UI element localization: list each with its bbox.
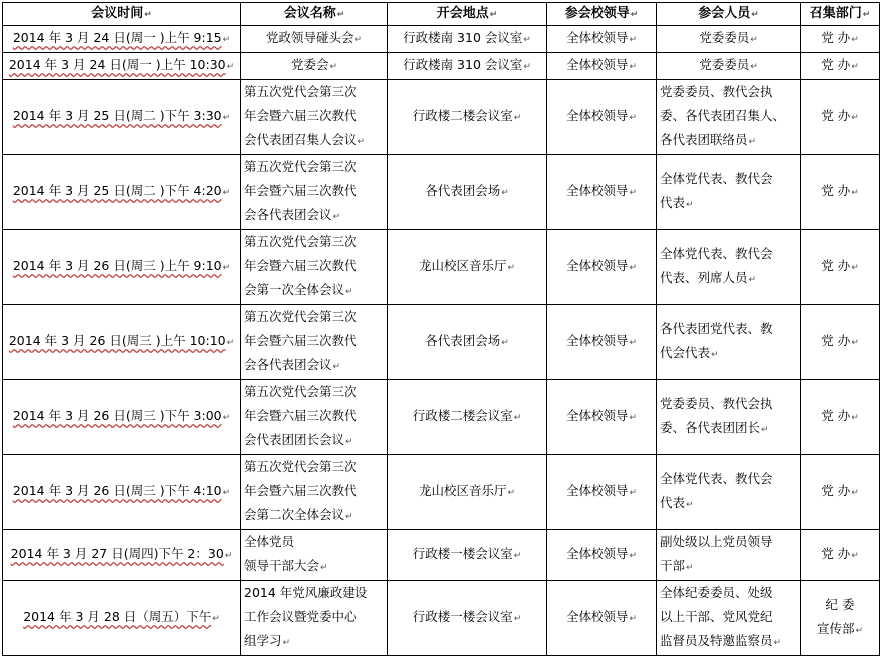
meeting-attendees-line: 代表、列席人员 — [660, 270, 748, 285]
meeting-leaders-text: 全体校领导 — [565, 258, 629, 273]
header-place: 开会地点↵ — [388, 3, 547, 26]
header-name: 会议名称↵ — [241, 3, 388, 26]
meeting-place-text: 行政楼南 310 会议室 — [403, 57, 523, 72]
meeting-dept: 党 办↵ — [801, 155, 880, 230]
meeting-schedule-table — [2, 2, 880, 656]
table-row — [3, 26, 880, 53]
schedule-table-wrapper — [2, 2, 879, 656]
meeting-name-line: 会第一次全体会议 — [244, 282, 345, 297]
header-row — [3, 3, 880, 26]
meeting-attendees: 党委委员、教代会执 委、各代表团召集人、 各代表团联络员↵ — [657, 80, 801, 155]
meeting-dept-line: 党 办 — [821, 333, 851, 348]
meeting-leaders-text: 全体校领导 — [565, 108, 629, 123]
meeting-name-line: 第五次党代会第三次 — [244, 234, 357, 249]
meeting-leaders-text: 全体校领导 — [565, 57, 629, 72]
meeting-place: 行政楼南 310 会议室↵ — [388, 26, 547, 53]
meeting-attendees-line: 代表 — [660, 195, 686, 210]
meeting-dept-line: 党 办 — [821, 30, 851, 45]
meeting-dept-line: 党 办 — [821, 183, 851, 198]
meeting-place: 行政楼南 310 会议室↵ — [388, 53, 547, 80]
meeting-attendees-line: 党委委员 — [699, 30, 750, 45]
meeting-attendees-line: 委、各代表团召集人、 — [660, 108, 786, 123]
meeting-dept: 党 办↵ — [801, 230, 880, 305]
meeting-name-line: 领导干部大会 — [244, 558, 320, 573]
meeting-leaders: 全体校领导↵ — [547, 230, 657, 305]
meeting-attendees-line: 委、各代表团团长 — [660, 420, 761, 435]
meeting-attendees: 全体纪委委员、处级 以上干部、党风党纪 监督员及特邀监察员↵ — [657, 581, 801, 656]
meeting-place: 各代表团会场↵ — [388, 305, 547, 380]
table-row — [3, 230, 880, 305]
meeting-attendees: 副处级以上党员领导 干部↵ — [657, 530, 801, 581]
meeting-name: 第五次党代会第三次 年会暨六届三次教代 会各代表团会议↵ — [241, 305, 388, 380]
meeting-name-line: 年会暨六届三次教代 — [244, 483, 357, 498]
meeting-place-text: 各代表团会场 — [425, 333, 501, 348]
meeting-dept: 党 办↵ — [801, 530, 880, 581]
meeting-leaders-text: 全体校领导 — [565, 333, 629, 348]
meeting-name: 第五次党代会第三次 年会暨六届三次教代 会代表团团长会议↵ — [241, 380, 388, 455]
meeting-time: 2014 年 3 月 25 日(周二 )下午 4:20↵ — [3, 155, 241, 230]
table-row — [3, 455, 880, 530]
meeting-time: 2014 年 3 月 24 日(周一 )上午 10:30↵ — [3, 53, 241, 80]
table-row — [3, 581, 880, 656]
meeting-time: 2014 年 3 月 27 日(周四)下午 2：30↵ — [3, 530, 241, 581]
meeting-name-line: 组学习 — [244, 633, 282, 648]
header-time: 会议时间↵ — [3, 3, 241, 26]
header-dept: 召集部门↵ — [801, 3, 880, 26]
meeting-time-text: 2014 年 3 月 24 日(周一 )上午 10:30 — [8, 57, 226, 72]
meeting-name-line: 年会暨六届三次教代 — [244, 183, 357, 198]
meeting-name: 党政领导碰头会↵ — [241, 26, 388, 53]
meeting-name-line: 年会暨六届三次教代 — [244, 108, 357, 123]
meeting-name-line: 党政领导碰头会 — [265, 30, 354, 45]
meeting-dept: 党 办↵ — [801, 305, 880, 380]
table-row — [3, 305, 880, 380]
meeting-attendees-line: 党委委员 — [699, 57, 750, 72]
meeting-attendees-line: 各代表团联络员 — [660, 132, 748, 147]
meeting-place-text: 行政楼一楼会议室 — [412, 546, 513, 561]
meeting-attendees: 全体党代表、教代会 代表↵ — [657, 455, 801, 530]
meeting-leaders: 全体校领导↵ — [547, 155, 657, 230]
meeting-name-line: 年会暨六届三次教代 — [244, 408, 357, 423]
meeting-dept-line: 党 办 — [821, 57, 851, 72]
meeting-name-line: 年会暨六届三次教代 — [244, 333, 357, 348]
meeting-dept-line: 党 办 — [821, 546, 851, 561]
meeting-time-text: 2014 年 3 月 26 日(周三 )下午 3:00 — [12, 408, 222, 423]
meeting-leaders: 全体校领导↵ — [547, 26, 657, 53]
meeting-name-line: 会各代表团会议 — [244, 357, 332, 372]
meeting-leaders-text: 全体校领导 — [565, 30, 629, 45]
meeting-leaders: 全体校领导↵ — [547, 380, 657, 455]
meeting-attendees: 党委委员↵ — [657, 53, 801, 80]
meeting-place: 行政楼二楼会议室↵ — [388, 380, 547, 455]
meeting-attendees-line: 全体党代表、教代会 — [660, 246, 773, 261]
meeting-dept-line: 宣传部 — [816, 621, 855, 636]
meeting-attendees-line: 党委委员、教代会执 — [660, 396, 773, 411]
meeting-name: 第五次党代会第三次 年会暨六届三次教代 会各代表团会议↵ — [241, 155, 388, 230]
meeting-time: 2014 年 3 月 26 日(周三 )上午 10:10↵ — [3, 305, 241, 380]
meeting-dept-line: 党 办 — [821, 258, 851, 273]
meeting-leaders: 全体校领导↵ — [547, 530, 657, 581]
meeting-time-text: 2014 年 3 月 28 日（周五）下午 — [23, 609, 212, 624]
meeting-time-text: 2014 年 3 月 24 日(周一 )上午 9:15 — [12, 30, 222, 45]
meeting-leaders-text: 全体校领导 — [565, 546, 629, 561]
meeting-dept: 党 办↵ — [801, 380, 880, 455]
meeting-attendees-line: 代会代表 — [660, 345, 711, 360]
meeting-dept-line: 纪 委 — [825, 597, 855, 612]
meeting-time-text: 2014 年 3 月 26 日(周三 )下午 4:10 — [12, 483, 222, 498]
meeting-name-line: 年会暨六届三次教代 — [244, 258, 357, 273]
meeting-time-text: 2014 年 3 月 26 日(周三 )上午 10:10 — [8, 333, 226, 348]
meeting-attendees-line: 全体党代表、教代会 — [660, 171, 773, 186]
meeting-attendees: 全体党代表、教代会 代表↵ — [657, 155, 801, 230]
meeting-place-text: 行政楼南 310 会议室 — [403, 30, 523, 45]
meeting-attendees-line: 以上干部、党风党纪 — [660, 609, 773, 624]
meeting-place-text: 行政楼二楼会议室 — [412, 408, 513, 423]
meeting-dept-line: 党 办 — [821, 108, 851, 123]
meeting-name-line: 第五次党代会第三次 — [244, 459, 357, 474]
meeting-place: 行政楼二楼会议室↵ — [388, 80, 547, 155]
meeting-leaders-text: 全体校领导 — [565, 183, 629, 198]
meeting-name-line: 党委会 — [290, 57, 329, 72]
table-row — [3, 155, 880, 230]
meeting-name: 2014 年党风廉政建设 工作会议暨党委中心 组学习↵ — [241, 581, 388, 656]
meeting-time: 2014 年 3 月 26 日(周三 )上午 9:10↵ — [3, 230, 241, 305]
meeting-dept: 党 办↵ — [801, 455, 880, 530]
meeting-place: 龙山校区音乐厅↵ — [388, 230, 547, 305]
meeting-name-line: 会代表团召集人会议 — [244, 132, 357, 147]
meeting-name-line: 会第二次全体会议 — [244, 507, 345, 522]
meeting-leaders-text: 全体校领导 — [565, 408, 629, 423]
meeting-place: 各代表团会场↵ — [388, 155, 547, 230]
meeting-attendees: 党委委员、教代会执 委、各代表团团长↵ — [657, 380, 801, 455]
meeting-name-line: 会代表团团长会议 — [244, 432, 345, 447]
meeting-attendees: 党委委员↵ — [657, 26, 801, 53]
meeting-name-line: 2014 年党风廉政建设 — [244, 585, 368, 600]
meeting-time: 2014 年 3 月 25 日(周二 )下午 3:30↵ — [3, 80, 241, 155]
meeting-time-text: 2014 年 3 月 26 日(周三 )上午 9:10 — [12, 258, 222, 273]
meeting-dept: 党 办↵ — [801, 80, 880, 155]
meeting-attendees-line: 代表 — [660, 495, 686, 510]
meeting-name: 党委会↵ — [241, 53, 388, 80]
meeting-attendees-line: 全体纪委委员、处级 — [660, 585, 773, 600]
meeting-leaders: 全体校领导↵ — [547, 53, 657, 80]
header-attendees: 参会人员↵ — [657, 3, 801, 26]
meeting-name-line: 全体党员 — [244, 534, 295, 549]
meeting-name-line: 第五次党代会第三次 — [244, 309, 357, 324]
meeting-dept-line: 党 办 — [821, 408, 851, 423]
meeting-place-text: 龙山校区音乐厅 — [418, 258, 507, 273]
meeting-time: 2014 年 3 月 28 日（周五）下午↵ — [3, 581, 241, 656]
meeting-time: 2014 年 3 月 26 日(周三 )下午 3:00↵ — [3, 380, 241, 455]
meeting-name-line: 会各代表团会议 — [244, 207, 332, 222]
meeting-attendees-line: 干部 — [660, 558, 686, 573]
table-row — [3, 380, 880, 455]
table-row — [3, 80, 880, 155]
meeting-leaders: 全体校领导↵ — [547, 80, 657, 155]
meeting-place: 龙山校区音乐厅↵ — [388, 455, 547, 530]
table-row — [3, 53, 880, 80]
meeting-time-text: 2014 年 3 月 27 日(周四)下午 2：30 — [10, 546, 224, 561]
meeting-name-line: 第五次党代会第三次 — [244, 159, 357, 174]
meeting-leaders-text: 全体校领导 — [565, 483, 629, 498]
table-row — [3, 530, 880, 581]
meeting-name: 第五次党代会第三次 年会暨六届三次教代 会第二次全体会议↵ — [241, 455, 388, 530]
meeting-dept: 党 办↵ — [801, 53, 880, 80]
header-leaders: 参会校领导↵ — [547, 3, 657, 26]
meeting-attendees-line: 党委委员、教代会执 — [660, 84, 773, 99]
meeting-name-line: 工作会议暨党委中心 — [244, 609, 357, 624]
meeting-leaders: 全体校领导↵ — [547, 455, 657, 530]
meeting-attendees-line: 全体党代表、教代会 — [660, 471, 773, 486]
meeting-attendees-line: 副处级以上党员领导 — [660, 534, 773, 549]
meeting-name-line: 第五次党代会第三次 — [244, 84, 357, 99]
meeting-place-text: 行政楼二楼会议室 — [412, 108, 513, 123]
meeting-place-text: 龙山校区音乐厅 — [418, 483, 507, 498]
meeting-attendees: 各代表团党代表、教 代会代表↵ — [657, 305, 801, 380]
meeting-time: 2014 年 3 月 26 日(周三 )下午 4:10↵ — [3, 455, 241, 530]
meeting-place-text: 各代表团会场 — [425, 183, 501, 198]
meeting-name: 第五次党代会第三次 年会暨六届三次教代 会代表团召集人会议↵ — [241, 80, 388, 155]
meeting-leaders: 全体校领导↵ — [547, 305, 657, 380]
meeting-attendees-line: 监督员及特邀监察员 — [660, 633, 773, 648]
meeting-name: 全体党员 领导干部大会↵ — [241, 530, 388, 581]
meeting-dept: 纪 委 宣传部↵ — [801, 581, 880, 656]
meeting-place: 行政楼一楼会议室↵ — [388, 581, 547, 656]
meeting-name: 第五次党代会第三次 年会暨六届三次教代 会第一次全体会议↵ — [241, 230, 388, 305]
meeting-attendees-line: 各代表团党代表、教 — [660, 321, 773, 336]
meeting-time-text: 2014 年 3 月 25 日(周二 )下午 3:30 — [12, 108, 222, 123]
meeting-time-text: 2014 年 3 月 25 日(周二 )下午 4:20 — [12, 183, 222, 198]
meeting-place-text: 行政楼一楼会议室 — [412, 609, 513, 624]
meeting-leaders-text: 全体校领导 — [565, 609, 629, 624]
meeting-name-line: 第五次党代会第三次 — [244, 384, 357, 399]
meeting-attendees: 全体党代表、教代会 代表、列席人员↵ — [657, 230, 801, 305]
meeting-dept: 党 办↵ — [801, 26, 880, 53]
meeting-dept-line: 党 办 — [821, 483, 851, 498]
meeting-place: 行政楼一楼会议室↵ — [388, 530, 547, 581]
meeting-leaders: 全体校领导↵ — [547, 581, 657, 656]
meeting-time: 2014 年 3 月 24 日(周一 )上午 9:15↵ — [3, 26, 241, 53]
